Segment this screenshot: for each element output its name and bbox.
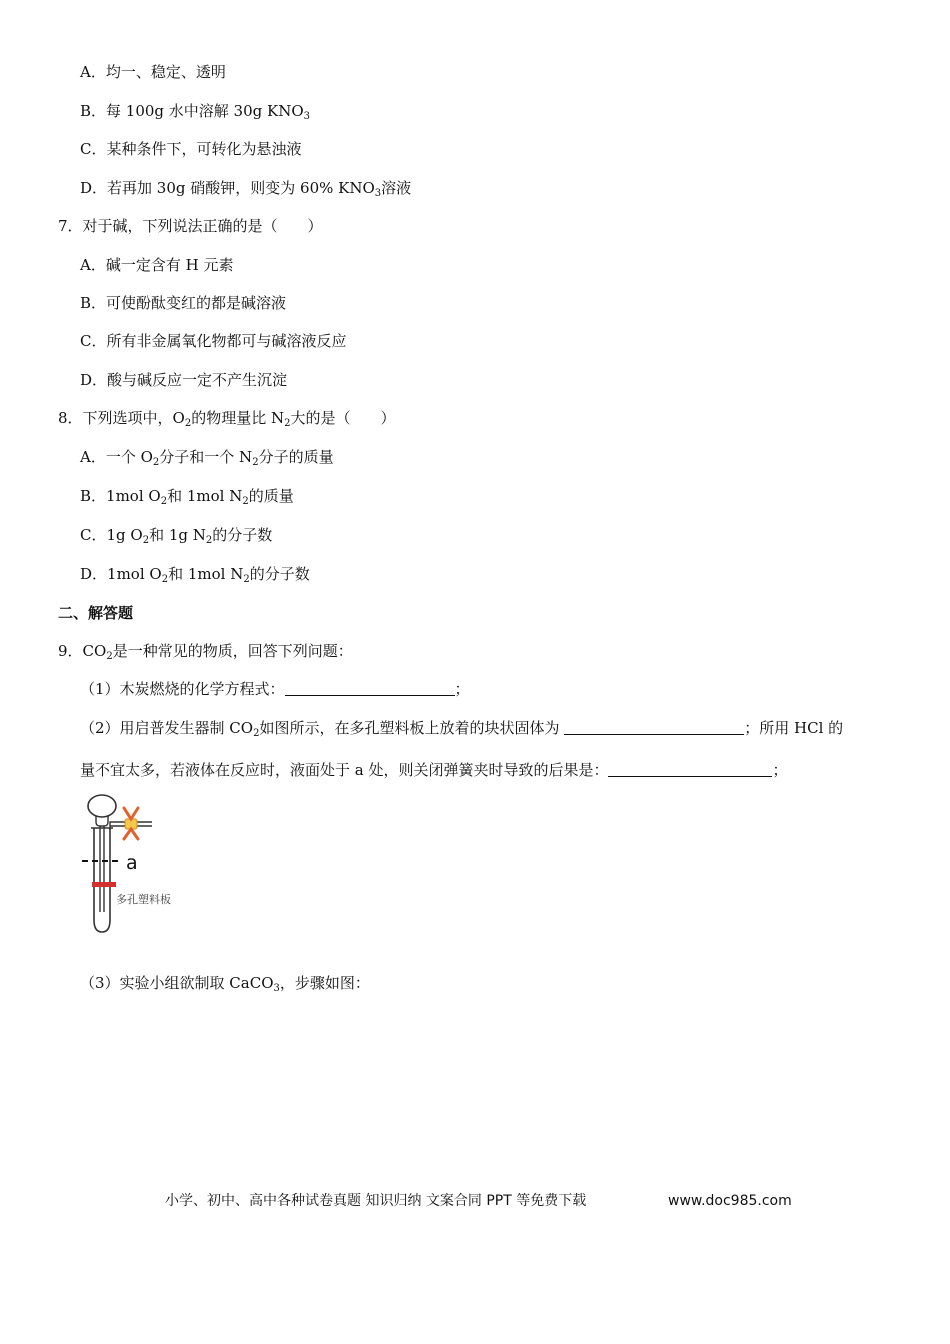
porous-plate xyxy=(92,882,116,887)
answer-blank-2[interactable] xyxy=(564,720,744,735)
q7-option-b: B．可使酚酞变红的都是碱溶液 xyxy=(80,294,287,312)
q9-part3: （3）实验小组欲制取 CaCO$_3$，步骤如图： xyxy=(80,974,370,994)
answer-blank-3[interactable] xyxy=(608,762,772,777)
q7-stem: 7．对于碱，下列说法正确的是（ ） xyxy=(58,217,323,235)
q9-part2-line1: （2）用启普发生器制 $CO_2$如图所示，在多孔塑料板上放着的块状固体为 ；所用 HCl 的 xyxy=(80,719,844,739)
q7-option-c: C．所有非金属氧化物都可与碱溶液反应 xyxy=(80,332,347,350)
q8-option-c: C．1g $O_2$和 1g $N_2$的分子数 xyxy=(80,526,273,546)
q8-option-b: B．1mol $O_2$和 1mol $N_2$的质量 xyxy=(80,487,294,507)
clamp-handle-top xyxy=(124,808,138,819)
q8-option-d: D．1mol $O_2$和 1mol $N_2$的分子数 xyxy=(80,565,310,585)
q6-option-d: D．若再加 30g 硝酸钾，则变为 60% $KNO_3$溶液 xyxy=(80,179,412,199)
q6-option-b: B．每 100g 水中溶解 30g $KNO_3$ xyxy=(80,102,311,122)
footer-text: 小学、初中、高中各种试卷真题 知识归纳 文案合同 PPT 等免费下载 xyxy=(165,1193,587,1209)
q7-option-d: D．酸与碱反应一定不产生沉淀 xyxy=(80,371,288,389)
q9-stem: 9．$CO_2$是一种常见的物质，回答下列问题： xyxy=(58,642,353,662)
label-porous-plate: 多孔塑料板 xyxy=(116,893,171,906)
section-heading: 二、解答题 xyxy=(58,604,134,622)
footer-url[interactable]: www.doc985.com xyxy=(668,1193,792,1209)
q8-stem: 8．下列选项中，$O_2$的物理量比 $N_2$大的是（ ） xyxy=(58,409,396,429)
label-a: a xyxy=(126,852,138,874)
test-tube xyxy=(94,828,110,932)
q9-part1: （1）木炭燃烧的化学方程式： ； xyxy=(80,680,470,698)
clamp-handle-bottom xyxy=(124,829,138,839)
q7-option-a: A．碱一定含有 H 元素 xyxy=(80,256,234,274)
kipp-apparatus-figure xyxy=(78,792,188,934)
funnel-bulb xyxy=(88,795,116,817)
q8-option-a: A．一个 $O_2$分子和一个 $N_2$分子的质量 xyxy=(80,448,334,468)
q6-option-a: A．均一、稳定、透明 xyxy=(80,63,226,81)
q9-part2-line2: 量不宜太多，若液体在反应时，液面处于 a 处，则关闭弹簧夹时导致的后果是： ； xyxy=(80,761,788,779)
q6-option-c: C．某种条件下，可转化为悬浊液 xyxy=(80,140,302,158)
answer-blank-1[interactable] xyxy=(285,681,455,696)
